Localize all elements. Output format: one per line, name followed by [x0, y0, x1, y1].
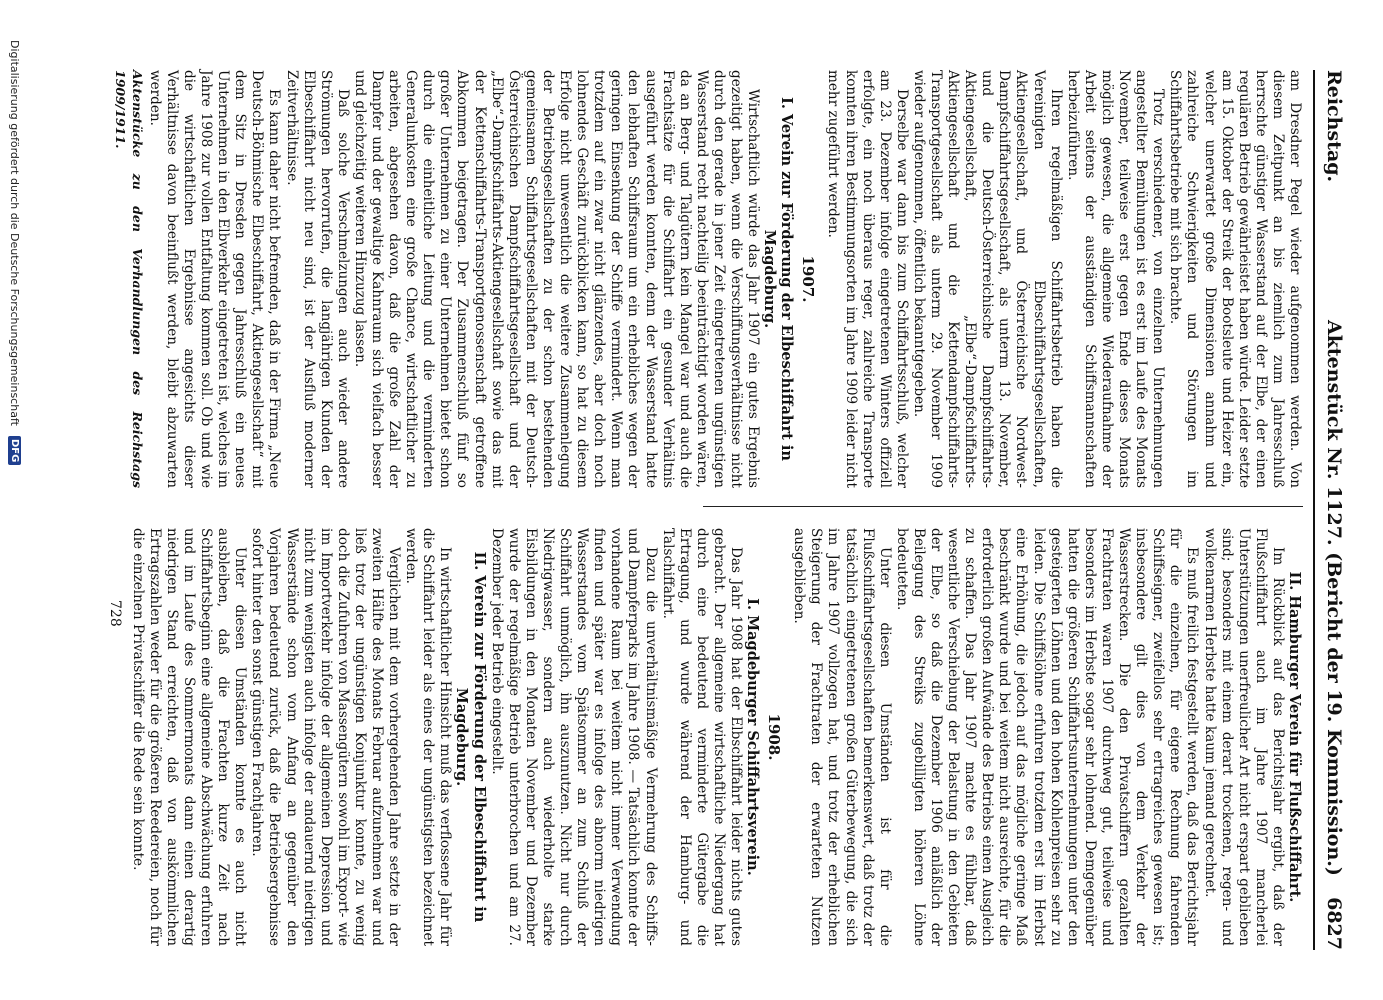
paragraph: Verglichen mit dem vorhergehenden Jahre setzte in der zweiten Hälfte des Monats Februar aufzunehmen war und ließ trotz der ungünstigen Konjunktur konnte, zu wenig doch die Zufuhren von Massengütern sowohl im Export- wie im Importverkehr infolge der allgemeinen Depression und nicht zum wenigsten auch infolge der andauernd niedrigen Wasserstände schon vom Anfang an gegenüber den Vorjahren bedeutend zurück, daß die Betriebsergebnisse sofort hinter den sonst günstigen Frachtjahren. [249, 528, 403, 946]
paragraph: Unter diesen Umständen ist für die Flußschiffahrtsgesellschaften bemerkenswert, daß trotz der tatsächlich eingetretenen großen Güterbewegung, die sich im Jahre 1907 vollzogen hat, und trotz der erheblichen Steigerung der Frachtraten der erwarteten Nutzen ausgeblieben. [791, 528, 893, 946]
section-heading: I. Verein zur Förderung der Elbeschiffahrt in Magdeburg. [761, 97, 796, 461]
left-column [112, 70, 1303, 488]
paragraph: Daß solche Verschmelzungen auch wieder andere Strömungen hervorrufen, die langjährigen Kunden der Elbeschiffahrt nicht neu sind, ist der Ausfluß moderner Zeitverhältnisse. [283, 70, 351, 488]
section-heading: I. Magdeburger Schiffahrtsverein. [744, 598, 762, 876]
right-column [129, 528, 1303, 946]
paragraph: Ihren regelmäßigen Schiffahrtsbetrieb haben die Vereinigten Elbeschiffahrtsgesellschaften, Aktiengesellschaft, und Österreichische Nordwest-Dampfschiffahrtsgesellschaft, als unterm 13. November, und die Deutsch-Österreichische Dampfschiffahrts-Aktiengesellschaft, „Elbe“-Dampfschiffahrts-Aktiengesellschaft und die Kettendampfschiffahrts-Transportgesellschaft als unterm 29. November 1909 wieder aufgenommen, öffentlich bekanntgegeben. [910, 70, 1064, 488]
dfg-logo: DFG [9, 436, 22, 465]
year-heading: 1907. [799, 255, 818, 303]
paragraph: am Dresdner Pegel wieder aufgenommen werden. Von diesem Zeitpunkt an bis ziemlich zum Jahresschluß herrschte günstiger Wasserstand auf der Elbe, der einen regulären Betrieb gewährleistet haben würde. Leider setzte am 15. Oktober der Streik der Bootsleute und Heizer ein, welcher unerwartet große Dimensionen annahm und zahlreiche Schwierigkeiten und Störungen im Schiffahrtsbetriebe mit sich brachte. [1167, 70, 1303, 488]
paragraph: Im Rückblick auf das Berichtsjahr ergibt, daß der Flußschiffahrt auch im Jahre 1907 mancherlei Unterstützungen unerfreulicher Art nicht erspart geblieben sind; besonders mit einem derart trockenen, regen- und wolkenarmen Herbste hatte kaum jemand gerechnet. [1201, 528, 1286, 946]
paragraph: In wirtschaftlicher Hinsicht muß das verflossene Jahr für die Schiffahrt leider als eines der ungünstigsten bezeichnet werden. [403, 528, 454, 946]
year-heading: 1908. [765, 713, 784, 761]
digitization-note [2, 0, 28, 1000]
paragraph: Wirtschaftlich würde das Jahr 1907 ein gutes Ergebnis gezeitigt haben, wenn die Verschiffungsverhältnisse nicht durch den gerade in jener Zeit eingetretenen ungünstigen Wasserstand recht nachteilig beeinträchtigt worden wären, da an Berg- und Talgütern kein Mangel war und auch die Frachtsätze für die Schiffahrt ein gesunder Verhältnis ausgeführt werden konnten, denn der Wasserstand hatte den lebhaften Schiffsraum um ein erhebliches wegen der geringen Einsenkung der Schiffe vermindert. Wenn man trotzdem auf ein zwar nicht glänzendes, aber doch noch lohnendes Geschäft zurückblicken kann, so hat zu diesem Erfolge nicht unwesentlich die weitere Zusammenlegung der Betriebsgesellschaften zu der schon bestehenden gemeinsamen Schiffahrtsgesellschaften mit der Deutsch-Österreichischen Dampfschiffahrtsgesellschaft und der „Elbe“-Dampfschiffahrts-Aktiengesellschaft sowie das mit der Kettenschiffahrts-Transportgenossenschaft getroffene Abkommen beigetragen. Der Zusammenschluß fünf so großer Unternehmen zu einer Unternehmen bietet schon durch die einheitliche Leitung und die verminderten Generalunkosten eine große Chance, wirtschaftlicher zu arbeiten, abgesehen davon, daß die große Zahl der Dampfer und der gewaltige Kahnraum sich vielfach besser und gleichzeitig weiteren Hinzuzug lassen. [351, 70, 762, 488]
paragraph: Dazu die unverhältnismäßige Vermehrung des Schiffs- und Dampferparks im Jahre 1908. — Tatsächlich konnte der vorhandene Raum bei weitem nicht immer Verwendung finden und später war es infolge des abnorm niedrigen Wasserstandes vom Spätsommer an zum Schluß der Schiffahrt unmöglich, ihn auszunutzen. Nicht nur durch Niedrigwasser, sondern auch wiederholte starke Eisbildungen in den Monaten November und Dezember wurde der regelmäßige Betrieb unterbrochen und am 27. Dezember jeder Betrieb eingestellt. [488, 528, 659, 946]
section-heading: II. Hamburger Verein für Flußschiffahrt. [1286, 571, 1303, 903]
paragraph: Derselbe war dann bis zum Schiffahrtsschluß, welcher am 23. Dezember infolge eingetretenen Winters offiziell erfolgte, ein noch überaus reger, zahlreiche Transporte konnten ihren Bestimmungsorten im Jahre 1909 leider nicht mehr zugeführt werden. [825, 70, 910, 488]
column-divider [703, 506, 1303, 507]
paragraph: Es kann daher nicht befremden, daß in der Firma „Neue Deutsch-Böhmische Elbeschiffahrt, Aktiengesellschaft“ mit dem Sitz in Dresden gegen Jahresschluß ein neues Unternehmen in den Elbverkehr eingetreten ist, welches im Jahre 1908 zur vollen Entfaltung kommen soll. Ob und wie die wirtschaftlichen Ergebnisse angesichts dieser Verhältnisse davon beeinflußt werden, bleibt abzuwarten werden. [146, 70, 283, 488]
header-left: Reichstag. [1323, 70, 1345, 183]
running-header [1313, 70, 1349, 950]
header-title: Aktenstück Nr. 1127. (Bericht der 19. Kommission.) [1323, 320, 1345, 876]
header-page-number: 6827 [1323, 897, 1345, 950]
paragraph: Das Jahr 1908 hat der Elbschiffahrt leider nichts gutes gebracht. Der allgemeine wirtschaftliche Niedergang hat durch eine bedeutend verminderte Gütergabe die Ertragung, und wurde während der Hamburg- und Talschiffahrt. [659, 528, 744, 946]
digitization-note-text: Digitalisierung gefördert durch die Deutsche Forschungsgemeinschaft [8, 40, 22, 426]
paragraph: Unter diesen Umständen konnte es auch nicht ausbleiben, daß die Frachten kurze Zeit nach Schiffahrtsbeginn eine allgemeine Abschwächung erfuhren und im Laufe des Sommermonats dann einen derartig niedrigen Stand erreichten, daß von auskömmlichen Ertragszahlen weder für die größeren Reedereien, noch für die einzelnen Privatschiffer die Rede sein konnte. [129, 528, 249, 946]
section-heading: II. Verein zur Förderung der Elbeschiffahrt in Magdeburg. [453, 551, 488, 923]
footnote: Aktenstücke zu den Verhandlungen des Reichstags 1909/1911. [112, 70, 145, 488]
paragraph: Es muß freilich festgestellt werden, daß das Berichtsjahr für die einzelnen, für eigene Rechnung fahrenden Schiffseigner, zweifellos sehr ertragreiches gewesen ist; insbesondere gilt dies von dem Verkehr der Wasserstrecken. Die den Privatschiffern gezahlten Frachtraten waren 1907 durchweg gut, teilweise und besonders im Herbste sogar sehr lohnend. Demgegenüber hatten die größeren Schiffahrtsunternehmungen unter den gesteigerten Löhnen und den hohen Kohlenpreisen sehr zu leiden. Die Schiffslöhne erfuhren trotzdem erst im Herbst eine Erhöhung, die jedoch auf das mögliche geringe Maß beschränkt wurde und bei weitem nicht ausreichte, für die erforderlich großen Aufwände des Betriebs einen Ausgleich zu schaffen. Das Jahr 1907 machte es fühlbar, daß wesentliche Verschiebung der Belastung in den Gebieten der Elbe, so daß die Dezember 1906 anläßlich der Beilegung des Streiks zugebilligten höheren Löhne bedeuteten. [893, 528, 1201, 946]
page-number: 728 [107, 600, 123, 627]
paragraph: Trotz verschiedener, von einzelnen Unternehmungen angestellter Bemühungen ist es erst im Laufe des Monats November, teilweise erst gegen Ende dieses Monats möglich gewesen, die allgemeine Wiederaufnahme der Arbeit seitens der ausständigen Schiffsmannschaften herbeizuführen. [1064, 70, 1167, 488]
